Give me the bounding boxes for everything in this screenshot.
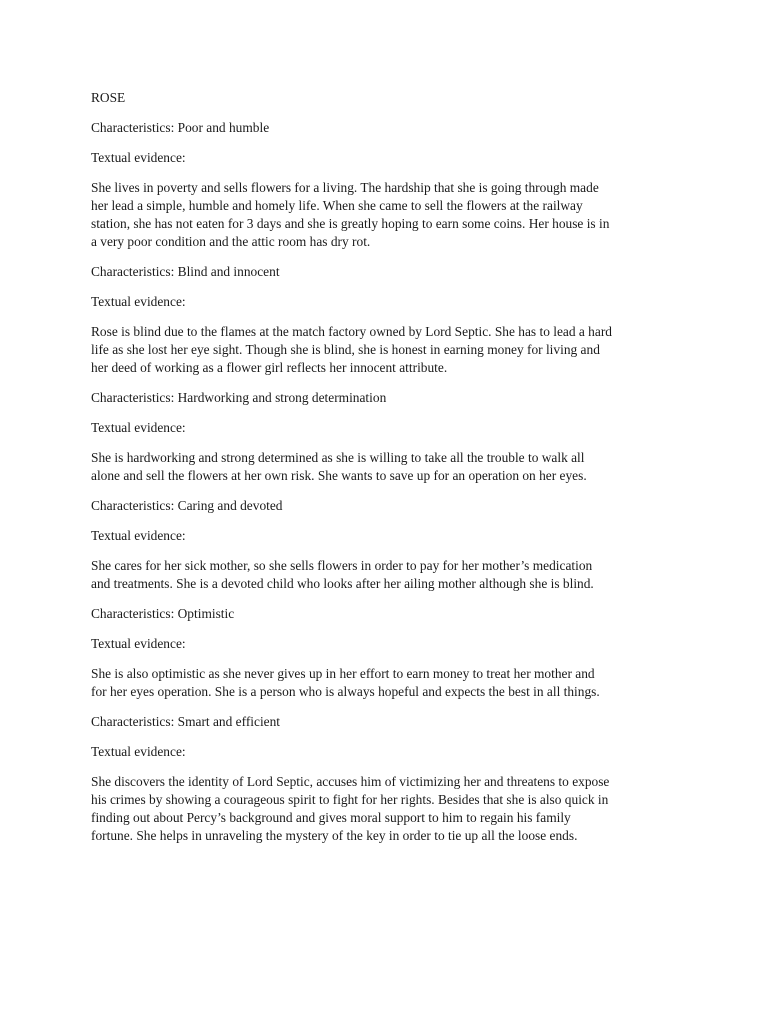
evidence-label: Textual evidence: (91, 528, 186, 543)
characteristic-value: Poor and humble (177, 120, 270, 135)
characteristic-value: Smart and efficient (177, 714, 281, 729)
characteristic-value: Hardworking and strong determination (177, 390, 387, 405)
evidence-paragraph: She lives in poverty and sells flowers for a living. The hardship that she is going through made her lead a simple, humble and homely life. When she came to sell the flowers at the railway station, she has not eaten for 3 days and she is greatly hoping to earn some coins. Her house is in a very poor condition and the attic room has dry rot. (91, 180, 610, 249)
evidence-paragraph: She is hardworking and strong determined as she is willing to take all the trouble to walk all alone and sell the flowers at her own risk. She wants to save up for an operation on her eyes. (91, 450, 587, 483)
characteristic-prefix: Characteristics: (91, 714, 178, 729)
evidence-paragraph: She cares for her sick mother, so she sells flowers in order to pay for her mother’s medication and treatments. She is a devoted child who looks after her ailing mother although she is blind. (91, 558, 594, 591)
characteristic-value: Optimistic (177, 606, 235, 621)
evidence-label: Textual evidence: (91, 636, 186, 651)
characteristic-prefix: Characteristics: (91, 390, 178, 405)
section-optimistic (91, 605, 681, 701)
section-smart-efficient (91, 713, 681, 845)
characteristic-line (91, 389, 681, 407)
characteristic-line (91, 605, 681, 623)
section-hardworking (91, 389, 681, 485)
characteristic-prefix: Characteristics: (91, 264, 178, 279)
evidence-label: Textual evidence: (91, 294, 186, 309)
section-blind-innocent (91, 263, 681, 377)
section-caring-devoted (91, 497, 681, 593)
characteristic-prefix: Characteristics: (91, 606, 178, 621)
characteristic-prefix: Characteristics: (91, 120, 178, 135)
characteristic-line (91, 119, 681, 137)
section-poor-humble (91, 119, 681, 251)
evidence-label: Textual evidence: (91, 150, 186, 165)
evidence-paragraph: Rose is blind due to the flames at the match factory owned by Lord Septic. She has to lead a hard life as she lost her eye sight. Though she is blind, she is honest in earning money for living and her deed of working as a flower girl reflects her innocent attribute. (91, 324, 612, 375)
characteristic-line (91, 263, 681, 281)
characteristic-value: Blind and innocent (177, 264, 280, 279)
characteristic-prefix: Characteristics: (91, 498, 178, 513)
characteristic-line (91, 713, 681, 731)
characteristic-line (91, 497, 681, 515)
evidence-paragraph: She discovers the identity of Lord Septic, accuses him of victimizing her and threatens to expose his crimes by showing a courageous spirit to fight for her rights. Besides that she is also quick in finding out about Percy’s background and gives moral support to him to regain his family fortune. She helps in unraveling the mystery of the key in order to tie up all the loose ends. (91, 774, 610, 843)
evidence-label: Textual evidence: (91, 420, 186, 435)
characteristic-value: Caring and devoted (177, 498, 283, 513)
document-page (91, 89, 681, 857)
evidence-label: Textual evidence: (91, 744, 186, 759)
evidence-paragraph: She is also optimistic as she never gives up in her effort to earn money to treat her mother and for her eyes operation. She is a person who is always hopeful and expects the best in all things. (91, 666, 600, 699)
document-title: ROSE (91, 90, 126, 105)
